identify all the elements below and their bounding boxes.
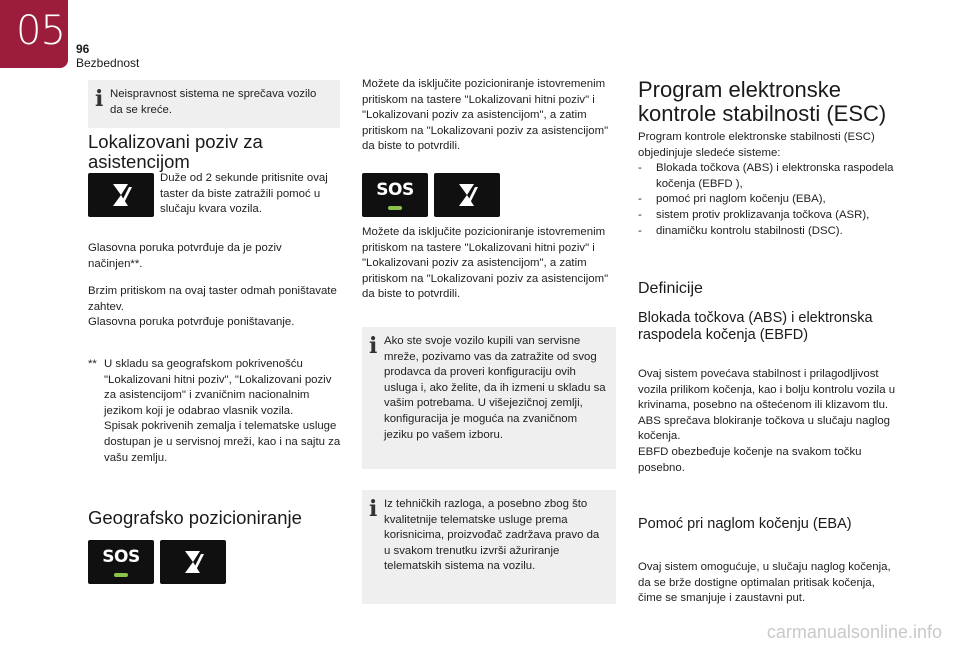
- list-item: - Blokada točkova (ABS) i elektronska raspodela kočenja (EBFD ),: [638, 161, 900, 192]
- abs-section: [638, 367, 900, 476]
- esc-intro: Program kontrole elektronske stabilnosti (ESC) objedinjuje sledeće sisteme:: [638, 131, 875, 159]
- assistance-logo-icon: [88, 173, 154, 217]
- abs-text-2: ABS sprečava blokiranje točkova u slučaju naglog kočenja.: [638, 414, 891, 443]
- info-icon: i: [369, 496, 378, 522]
- chapter-tab: [0, 0, 68, 68]
- abs-text-3: EBFD obezbeđuje kočenje na svakom točku posebno.: [638, 445, 862, 474]
- local-assist-text: Duže od 2 sekunde pritisnite ovaj taster da biste zatražili pomoć u slučaju kvara vozila.: [160, 172, 328, 216]
- esc-list: [638, 161, 900, 239]
- footnote-mark: **: [88, 358, 97, 370]
- paragraph-cancel: [88, 284, 338, 331]
- paragraph-disable-2: Možete da isključite pozicioniranje istovremenim pritiskom na tastere "Lokalizovani hitni poziv" i "Lokalizovani poziv za asistencijom", a zatim pritiskom na "Lokalizovani poziv za asistencijom" da biste to potvrdili.: [362, 226, 609, 301]
- sos-label: SOS: [102, 547, 140, 567]
- sos-indicator-icon: [388, 206, 402, 210]
- heading-geolocation: Geografsko pozicioniranje: [88, 507, 302, 528]
- heading-local-assistance: Lokalizovani poziv za asistencijom: [88, 131, 263, 172]
- abs-text-1: Ovaj sistem povećava stabilnost i prilagodljivost vozila prilikom kočenja, kao i bolju kontrolu vozila u krivinama, posebno na oštećenom ili klizavom tlu.: [638, 368, 896, 412]
- footnote: [88, 357, 346, 466]
- page-number: 96: [76, 42, 90, 56]
- assistance-button-image: [88, 173, 154, 217]
- note-malfunction: [88, 80, 340, 128]
- assistance-button-image-3: [434, 173, 500, 217]
- cancel-text-1: Brzim pritiskom na ovaj taster odmah poništavate zahtev.: [88, 285, 337, 313]
- note-text: Neispravnost sistema ne sprečava vozilo da se kreće.: [110, 88, 317, 116]
- list-item: - sistem protiv proklizavanja točkova (ASR),: [638, 208, 900, 224]
- heading-definitions: Definicije: [638, 280, 703, 297]
- cancel-text-2: Glasovna poruka potvrđuje poništavanje.: [88, 316, 295, 329]
- section-title: Bezbednost: [76, 56, 140, 70]
- chapter-number: 05: [16, 8, 65, 54]
- assistance-button-image-2: [160, 540, 226, 584]
- sos-label: SOS: [376, 180, 414, 200]
- note-technical: [362, 490, 616, 604]
- heading-eba: Pomoć pri naglom kočenju (EBA): [638, 516, 852, 532]
- watermark: carmanualsonline.info: [766, 622, 942, 642]
- sos-indicator-icon: [114, 573, 128, 577]
- note-config-text: Ako ste svoje vozilo kupili van servisne mreže, pozivamo vas da zatražite od svog prodavca da proveri konfiguraciju ovih usluga i, ako želite, da ih izmeni u skladu sa vašim potrebama. U višejezičnoj zemlji, konfiguracija je moguća na zvaničnom jeziku po vašem izboru.: [384, 335, 606, 441]
- info-icon: i: [369, 333, 378, 359]
- sos-button-image-2: [362, 173, 428, 217]
- heading-esc: Program elektronske kontrole stabilnosti (ESC): [638, 77, 887, 126]
- assistance-logo-icon: [434, 173, 500, 217]
- paragraph-disable-1: Možete da isključite pozicioniranje istovremenim pritiskom na tastere "Lokalizovani hitni poziv" i "Lokalizovani poziv za asistencijom", a zatim pritiskom na "Lokalizovani poziv za asistencijom" da biste to potvrdili.: [362, 78, 609, 153]
- esc-section: [638, 130, 900, 239]
- assistance-logo-icon: [160, 540, 226, 584]
- eba-text: Ovaj sistem omogućuje, u slučaju naglog kočenja, da se brže dostigne optimalan pritisak kočenja, čime se smanjuje i zaustavni put.: [638, 561, 891, 605]
- info-icon: i: [95, 86, 104, 112]
- list-item: - pomoć pri naglom kočenju (EBA),: [638, 192, 900, 208]
- footnote-text-2: Spisak pokrivenih zemalja i telematske usluge dostupan je u servisnoj mreži, kao i na sajtu za vašu zemlju.: [104, 420, 341, 464]
- list-item: - dinamičku kontrolu stabilnosti (DSC).: [638, 224, 900, 240]
- footnote-text-1: U skladu sa geografskom pokrivenošću "Lokalizovani hitni poziv", "Lokalizovani poziv za asistencijom" i zvaničnim nacionalnim jezikom koji je odabrao vlasnik vozila.: [104, 358, 332, 417]
- note-configuration: [362, 327, 616, 469]
- heading-abs-ebfd: Blokada točkova (ABS) i elektronska raspodela kočenja (EBFD): [638, 310, 873, 343]
- sos-button-image: [88, 540, 154, 584]
- paragraph-voice-confirm: Glasovna poruka potvrđuje da je poziv načinjen**.: [88, 242, 282, 270]
- note-tech-text: Iz tehničkih razloga, a posebno zbog što kvalitetnije telematske usluge prema korisnicima, proizvođač zadržava pravo da u svakom trenutku izvrši ažuriranje telematskih sistema na vozilu.: [384, 498, 600, 573]
